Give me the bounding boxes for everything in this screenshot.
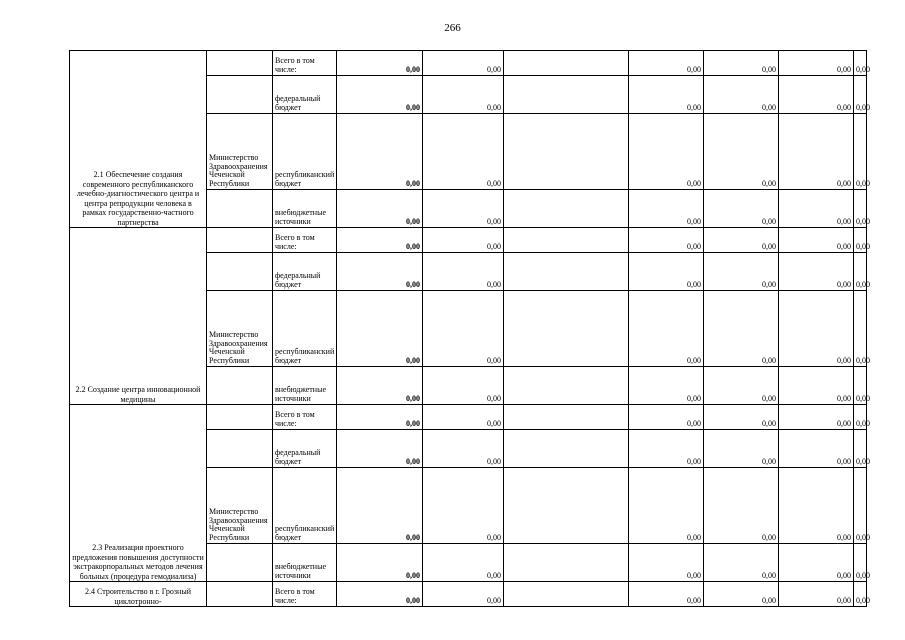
empty-cell	[504, 430, 629, 468]
value-cell: 0,00	[629, 228, 704, 253]
executor-cell	[207, 582, 273, 607]
value-cell: 0,00	[337, 51, 423, 76]
value-cell: 0,00	[423, 51, 504, 76]
funding-source: Всего в том числе:	[273, 582, 337, 607]
funding-source: федеральный бюджет	[273, 76, 337, 114]
value-cell: 0,00	[854, 544, 867, 582]
value-cell: 0,00	[704, 544, 779, 582]
funding-source: внебюджетные источники	[273, 367, 337, 405]
executor-cell	[207, 367, 273, 405]
value-cell: 0,00	[779, 228, 854, 253]
value-cell: 0,00	[854, 367, 867, 405]
empty-cell	[504, 76, 629, 114]
funding-source: федеральный бюджет	[273, 253, 337, 291]
value-cell: 0,00	[629, 405, 704, 430]
table-row	[70, 405, 867, 430]
value-cell: 0,00	[779, 405, 854, 430]
value-cell: 0,00	[779, 190, 854, 228]
value-cell: 0,00	[779, 76, 854, 114]
executor-cell	[207, 51, 273, 76]
activity-name: 2.2 Создание центра инновационной медицины	[70, 228, 207, 405]
empty-cell	[504, 190, 629, 228]
value-cell: 0,00	[854, 114, 867, 190]
value-cell: 0,00	[704, 228, 779, 253]
funding-source: внебюджетные источники	[273, 544, 337, 582]
value-cell: 0,00	[423, 405, 504, 430]
value-cell: 0,00	[704, 291, 779, 367]
value-cell: 0,00	[704, 51, 779, 76]
value-cell: 0,00	[629, 468, 704, 544]
activity-name: 2.4 Строительство в г. Грозный циклотронно-	[70, 582, 207, 607]
value-cell: 0,00	[854, 76, 867, 114]
value-cell: 0,00	[704, 114, 779, 190]
value-cell: 0,00	[779, 253, 854, 291]
empty-cell	[504, 114, 629, 190]
value-cell: 0,00	[629, 291, 704, 367]
activity-name: 2.3 Реализация проектного предложения повышения доступности экстракорпоральных методов лечения больных (процедура гемодиализа)	[70, 405, 207, 582]
table-row	[70, 582, 867, 607]
value-cell: 0,00	[629, 190, 704, 228]
value-cell: 0,00	[779, 51, 854, 76]
executor-cell	[207, 228, 273, 253]
table-row	[70, 51, 867, 76]
value-cell: 0,00	[423, 76, 504, 114]
executor-cell: Министерство Здравоохранения Чеченской Республики	[207, 291, 273, 367]
value-cell: 0,00	[854, 228, 867, 253]
funding-source: внебюджетные источники	[273, 190, 337, 228]
executor-cell	[207, 405, 273, 430]
value-cell: 0,00	[629, 544, 704, 582]
funding-source: республиканский бюджет	[273, 291, 337, 367]
value-cell: 0,00	[779, 430, 854, 468]
value-cell: 0,00	[337, 544, 423, 582]
empty-cell	[504, 228, 629, 253]
page-number: 266	[444, 22, 461, 34]
executor-cell	[207, 76, 273, 114]
value-cell: 0,00	[629, 367, 704, 405]
value-cell: 0,00	[629, 582, 704, 607]
value-cell: 0,00	[423, 253, 504, 291]
empty-cell	[504, 367, 629, 405]
value-cell: 0,00	[629, 430, 704, 468]
value-cell: 0,00	[337, 468, 423, 544]
value-cell: 0,00	[337, 582, 423, 607]
value-cell: 0,00	[854, 430, 867, 468]
executor-cell	[207, 253, 273, 291]
table-row	[70, 228, 867, 253]
executor-cell: Министерство Здравоохранения Чеченской Республики	[207, 468, 273, 544]
value-cell: 0,00	[629, 51, 704, 76]
value-cell: 0,00	[704, 190, 779, 228]
value-cell: 0,00	[704, 253, 779, 291]
funding-source: Всего в том числе:	[273, 228, 337, 253]
value-cell: 0,00	[337, 76, 423, 114]
value-cell: 0,00	[629, 76, 704, 114]
empty-cell	[504, 582, 629, 607]
funding-source: республиканский бюджет	[273, 468, 337, 544]
value-cell: 0,00	[779, 367, 854, 405]
funding-source: республиканский бюджет	[273, 114, 337, 190]
value-cell: 0,00	[854, 405, 867, 430]
value-cell: 0,00	[704, 367, 779, 405]
empty-cell	[504, 405, 629, 430]
budget-table	[69, 50, 870, 607]
executor-cell	[207, 430, 273, 468]
value-cell: 0,00	[779, 114, 854, 190]
value-cell: 0,00	[423, 544, 504, 582]
value-cell: 0,00	[854, 51, 867, 76]
value-cell: 0,00	[704, 430, 779, 468]
value-cell: 0,00	[423, 468, 504, 544]
value-cell: 0,00	[423, 190, 504, 228]
value-cell: 0,00	[337, 367, 423, 405]
value-cell: 0,00	[779, 582, 854, 607]
executor-cell: Министерство Здравоохранения Чеченской Республики	[207, 114, 273, 190]
empty-cell	[504, 291, 629, 367]
value-cell: 0,00	[629, 253, 704, 291]
value-cell: 0,00	[337, 228, 423, 253]
value-cell: 0,00	[423, 228, 504, 253]
funding-source: Всего в том числе:	[273, 405, 337, 430]
value-cell: 0,00	[779, 291, 854, 367]
value-cell: 0,00	[629, 114, 704, 190]
value-cell: 0,00	[337, 405, 423, 430]
value-cell: 0,00	[854, 253, 867, 291]
executor-cell	[207, 190, 273, 228]
value-cell: 0,00	[854, 291, 867, 367]
value-cell: 0,00	[423, 291, 504, 367]
empty-cell	[504, 51, 629, 76]
value-cell: 0,00	[423, 114, 504, 190]
value-cell: 0,00	[779, 544, 854, 582]
value-cell: 0,00	[854, 468, 867, 544]
value-cell: 0,00	[704, 582, 779, 607]
value-cell: 0,00	[337, 430, 423, 468]
value-cell: 0,00	[423, 582, 504, 607]
funding-source: федеральный бюджет	[273, 430, 337, 468]
value-cell: 0,00	[854, 190, 867, 228]
empty-cell	[504, 253, 629, 291]
value-cell: 0,00	[337, 253, 423, 291]
value-cell: 0,00	[337, 291, 423, 367]
value-cell: 0,00	[423, 430, 504, 468]
value-cell: 0,00	[423, 367, 504, 405]
value-cell: 0,00	[337, 190, 423, 228]
activity-name: 2.1 Обеспечение создания современного республиканского лечебно-диагностического центра и центра репродукции человека в рамках государственно-частного партнерства	[70, 51, 207, 228]
executor-cell	[207, 544, 273, 582]
value-cell: 0,00	[704, 468, 779, 544]
value-cell: 0,00	[779, 468, 854, 544]
funding-source: Всего в том числе:	[273, 51, 337, 76]
empty-cell	[504, 468, 629, 544]
value-cell: 0,00	[337, 114, 423, 190]
empty-cell	[504, 544, 629, 582]
value-cell: 0,00	[854, 582, 867, 607]
value-cell: 0,00	[704, 405, 779, 430]
value-cell: 0,00	[704, 76, 779, 114]
